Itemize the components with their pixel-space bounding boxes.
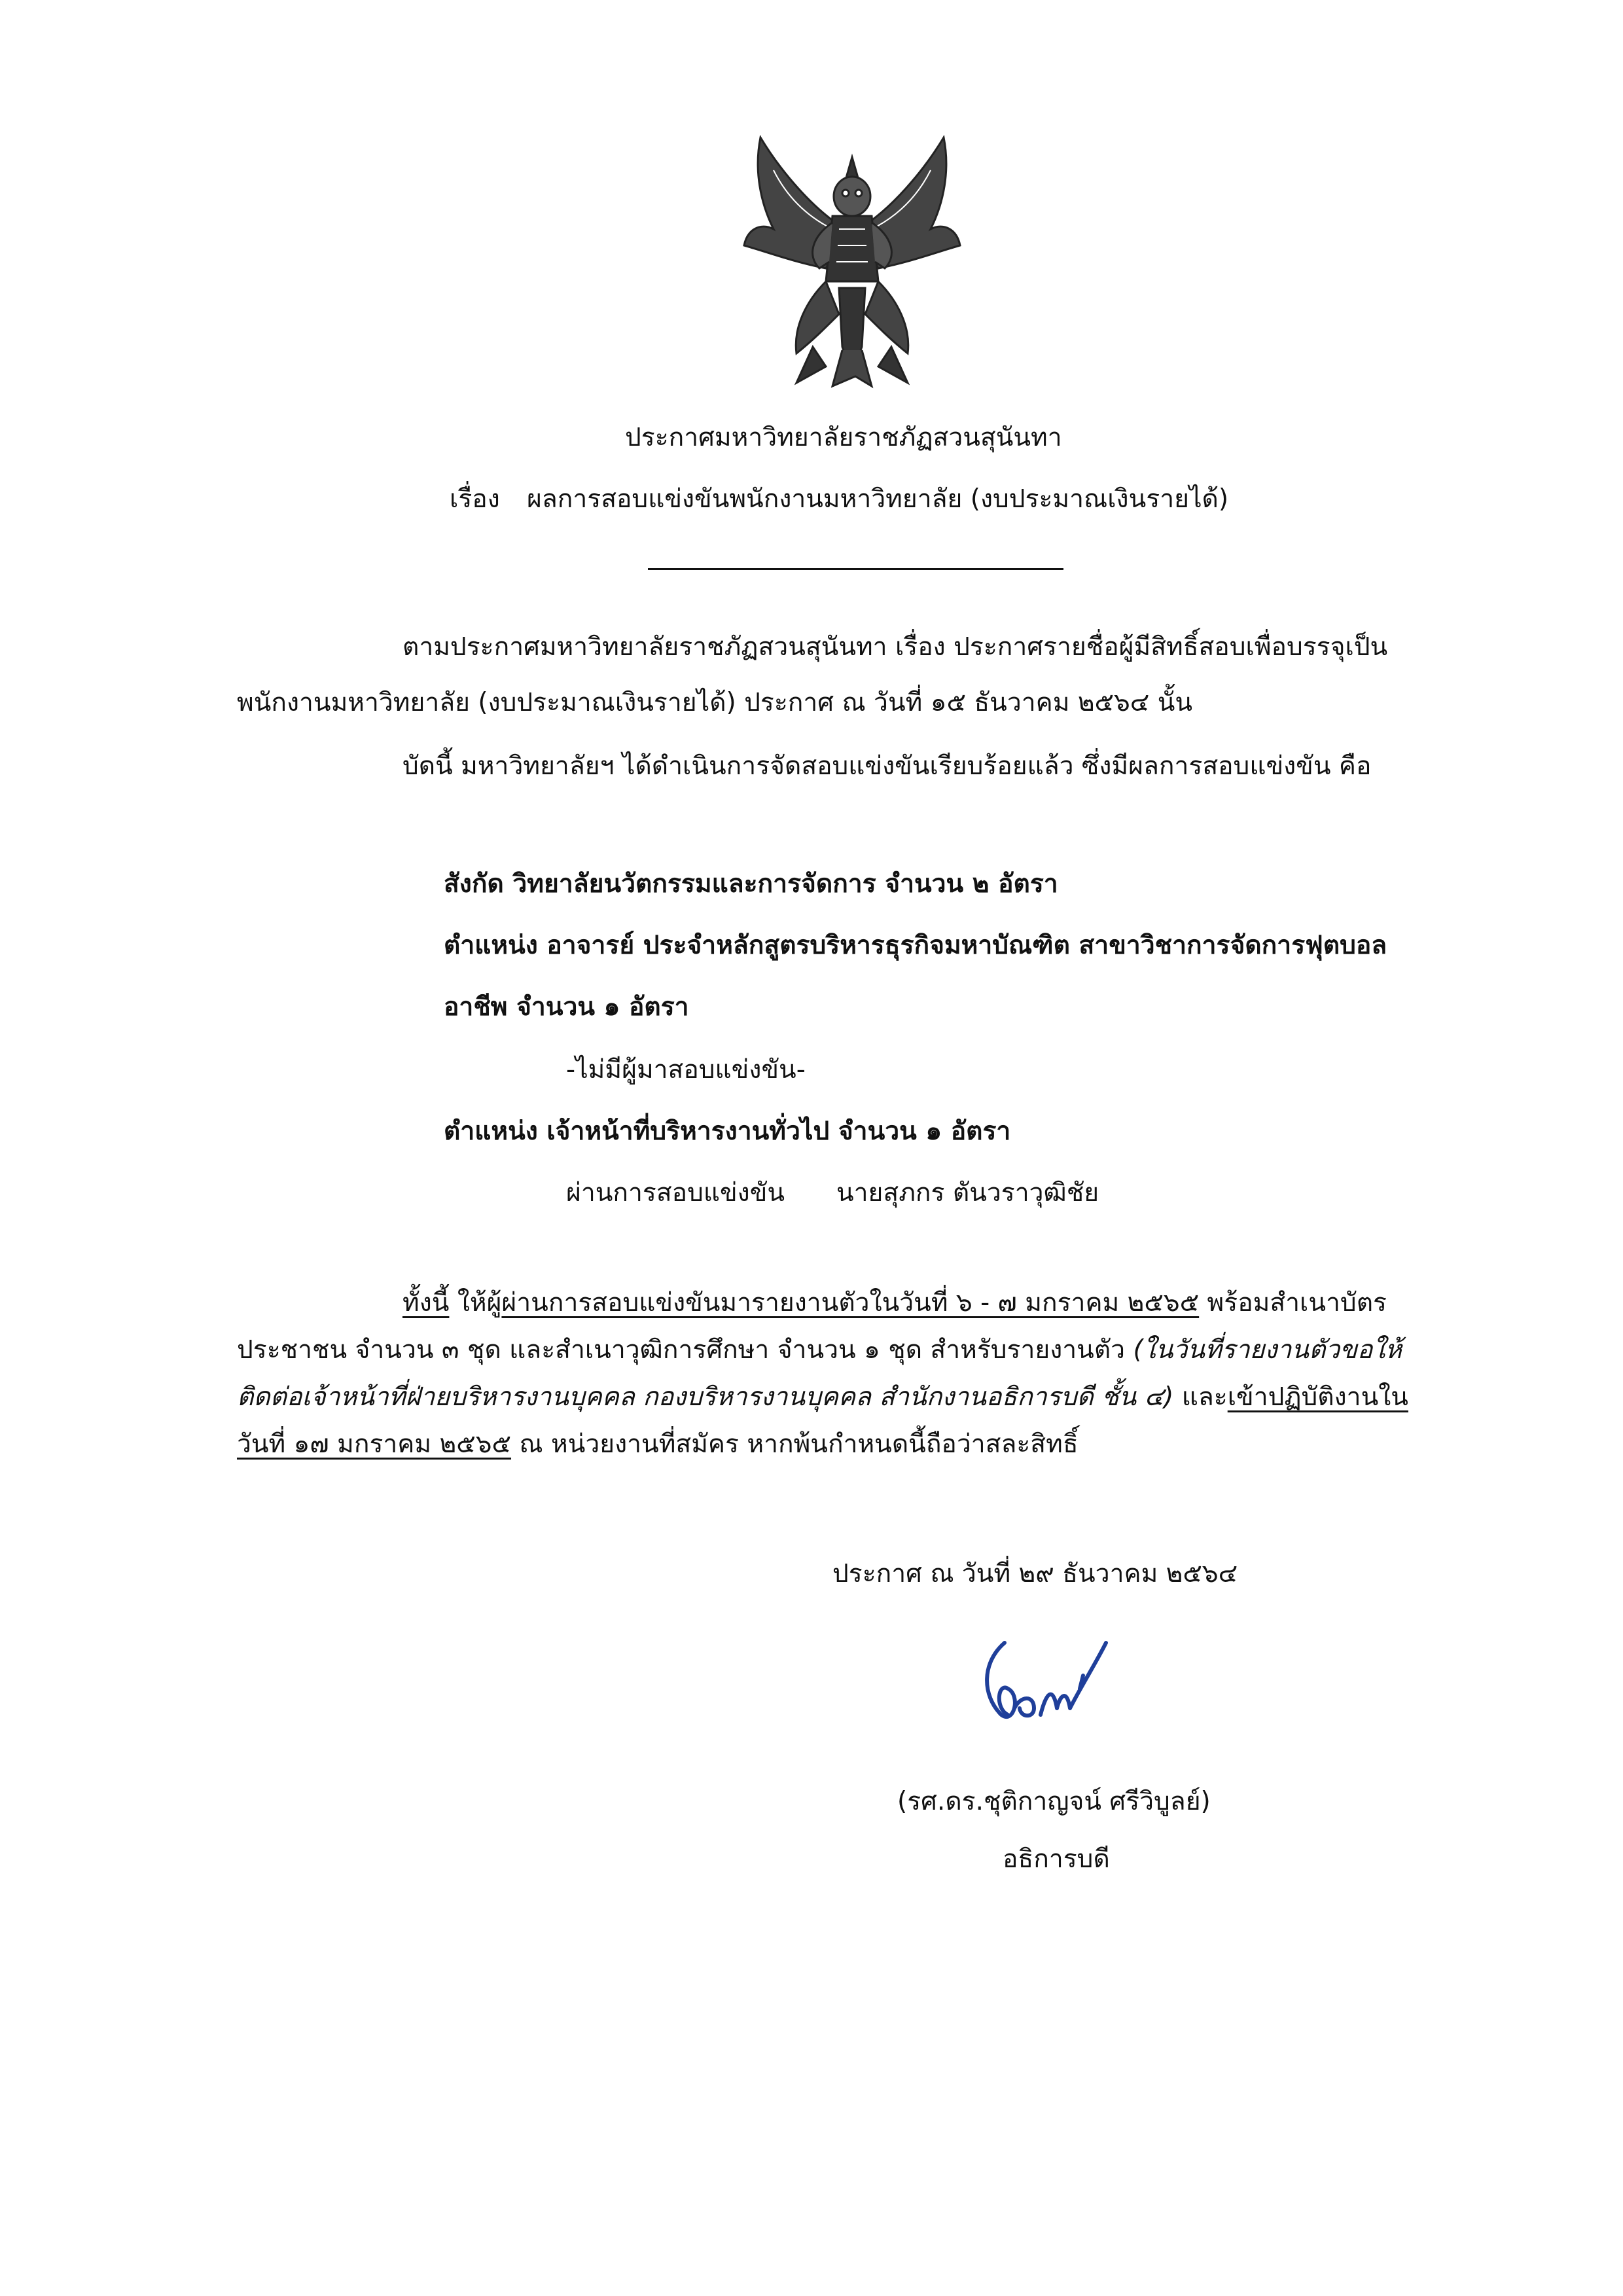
paragraph-1-line-1: ตามประกาศมหาวิทยาลัยราชภัฏสวนสุนันทา เรื่อง ประกาศรายชื่อผู้มีสิทธิ์สอบเพื่อบรรจุเป็น bbox=[402, 632, 1388, 662]
notice-line-3 bbox=[237, 1382, 1408, 1413]
position-2-candidate-name: นายสุภกร ตันวราวุฒิชัย bbox=[836, 1178, 1099, 1208]
announce-date: ประกาศ ณ วันที่ ๒๙ ธันวาคม ๒๕๖๔ bbox=[832, 1559, 1238, 1588]
notice-term: ทั้งนี้ bbox=[402, 1288, 450, 1318]
unit-heading: สังกัด วิทยาลัยนวัตกรรมและการจัดการ จำนวน ๒ อัตรา bbox=[444, 869, 1058, 899]
position-2-heading: ตำแหน่ง เจ้าหน้าที่บริหารงานทั่วไป จำนวน ๑ อัตรา bbox=[444, 1117, 1011, 1146]
start-work-text: เข้าปฏิบัติงานใน bbox=[1227, 1382, 1408, 1412]
position-1-result: -ไม่มีผู้มาสอบแข่งขัน- bbox=[566, 1055, 806, 1085]
notice-text: ประชาชน จำนวน ๓ ชุด และสำเนาวุฒิการศึกษา จำนวน ๑ ชุด สำหรับรายงานตัว bbox=[237, 1335, 1133, 1365]
position-1-line-2: อาชีพ จำนวน ๑ อัตรา bbox=[444, 992, 689, 1022]
report-date-text: ผ่านการสอบแข่งขันมารายงานตัวในวันที่ ๖ - ๗ มกราคม ๒๕๖๕ bbox=[501, 1288, 1200, 1318]
position-2-status: ผ่านการสอบแข่งขัน bbox=[566, 1178, 785, 1208]
notice-text: พร้อมสำเนาบัตร bbox=[1199, 1288, 1387, 1318]
paragraph-1-line-2: พนักงานมหาวิทยาลัย (งบประมาณเงินรายได้) ประกาศ ณ วันที่ ๑๕ ธันวาคม ๒๕๖๔ นั้น bbox=[237, 688, 1193, 717]
notice-italic-text: ติดต่อเจ้าหน้าที่ฝ่ายบริหารงานบุคคล กองบริหารงานบุคคล สำนักงานอธิการบดี ชั้น ๔) bbox=[237, 1382, 1174, 1412]
notice-text: และ bbox=[1173, 1382, 1228, 1412]
subject-text: ผลการสอบแข่งขันพนักงานมหาวิทยาลัย (งบประมาณเงินรายได้) bbox=[527, 484, 1229, 514]
notice-line-4 bbox=[237, 1429, 1079, 1460]
position-1-line-1: ตำแหน่ง อาจารย์ ประจำหลักสูตรบริหารธุรกิจมหาบัณฑิต สาขาวิชาการจัดการฟุตบอล bbox=[444, 931, 1387, 960]
handwritten-signature bbox=[942, 1617, 1158, 1748]
signatory-title: อธิการบดี bbox=[1003, 1844, 1110, 1874]
notice-text: ให้ผู้ bbox=[449, 1288, 502, 1318]
garuda-emblem bbox=[734, 131, 970, 393]
notice-line-2 bbox=[237, 1335, 1402, 1366]
paragraph-2: บัดนี้ มหาวิทยาลัยฯ ได้ดำเนินการจัดสอบแข่งขันเรียบร้อยแล้ว ซึ่งมีผลการสอบแข่งขัน คือ bbox=[402, 751, 1372, 781]
start-work-date: วันที่ ๑๗ มกราคม ๒๕๖๕ bbox=[237, 1429, 512, 1459]
notice-italic-text: (ในวันที่รายงานตัวขอให้ bbox=[1133, 1335, 1402, 1365]
subject-label: เรื่อง bbox=[450, 484, 500, 514]
notice-line-1 bbox=[402, 1288, 1387, 1319]
announcement-title: ประกาศมหาวิทยาลัยราชภัฏสวนสุนันทา bbox=[625, 423, 1062, 452]
title-divider bbox=[648, 568, 1063, 570]
signatory-name: (รศ.ดร.ชุติกาญจน์ ศรีวิบูลย์) bbox=[897, 1787, 1211, 1816]
notice-text: ณ หน่วยงานที่สมัคร หากพ้นกำหนดนี้ถือว่าสละสิทธิ์ bbox=[511, 1429, 1079, 1459]
